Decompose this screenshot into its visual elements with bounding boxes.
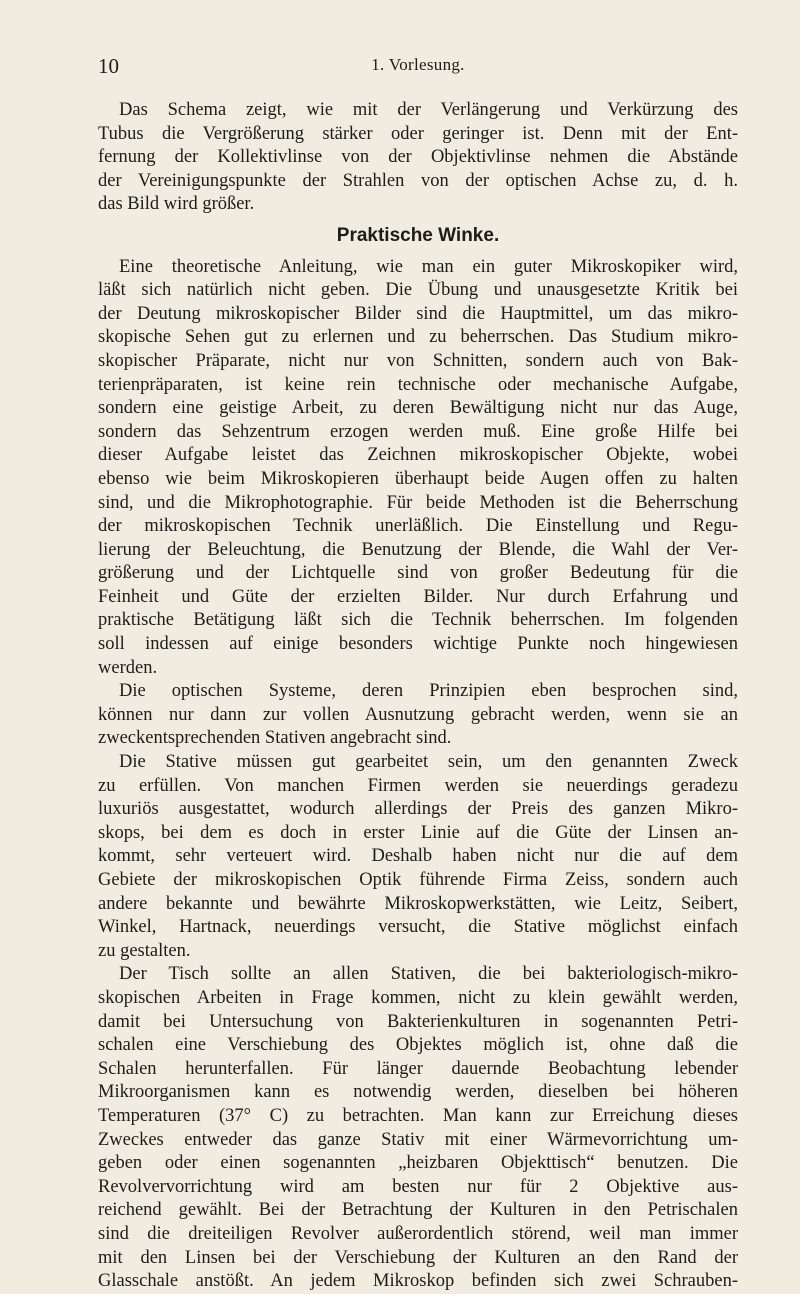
text-line: terienpräparaten, ist keine rein technische oder mechanische Aufgabe,: [98, 374, 738, 395]
text-line: Zweckes entweder das ganze Stativ mit einer Wärmevorrichtung um-: [98, 1129, 738, 1150]
text-line: Das Schema zeigt, wie mit der Verlängerung und Verkürzung des: [119, 100, 738, 120]
text-line: der Vereinigungspunkte der Strahlen von der optischen Achse zu, d. h.: [98, 170, 738, 191]
text-line: luxuriös ausgestattet, wodurch allerdings der Preis des ganzen Mikro-: [98, 799, 738, 820]
text-line: Schalen herunterfallen. Für länger dauernde Beobachtung lebender: [98, 1058, 738, 1079]
text-line: werden.: [98, 657, 158, 678]
running-title: 1. Vorlesung.: [371, 55, 465, 74]
page-number: 10: [98, 54, 119, 78]
text-line: praktische Betätigung läßt sich die Technik beherrschen. Im folgenden: [98, 610, 738, 631]
text-line: mit den Linsen bei der Verschiebung der Kulturen an den Rand der: [98, 1247, 738, 1268]
text-line: Mikroorganismen kann es notwendig werden, dieselben bei höheren: [98, 1082, 738, 1103]
text-line: skops, bei dem es doch in erster Linie auf die Güte der Linsen an-: [98, 822, 738, 843]
text-line: zu erfüllen. Von manchen Firmen werden sie neuerdings geradezu: [98, 775, 738, 796]
text-line: sind, und die Mikrophotographie. Für beide Methoden ist die Beherrschung: [98, 492, 738, 513]
text-line: ebenso wie beim Mikroskopieren überhaupt beide Augen offen zu halten: [98, 468, 738, 489]
text-line: sind die dreiteiligen Revolver außerordentlich störend, weil man immer: [98, 1223, 738, 1244]
text-line: der mikroskopischen Technik unerläßlich. Die Einstellung und Regu-: [98, 516, 738, 537]
text-line: andere bekannte und bewährte Mikroskopwerkstätten, wie Leitz, Seibert,: [98, 893, 738, 914]
text-line: geben oder einen sogenannten „heizbaren Objekttisch“ benutzen. Die: [98, 1153, 738, 1174]
text-line: Glasschale anstößt. An jedem Mikroskop befinden sich zwei Schrauben-: [98, 1271, 738, 1292]
text-line: Die Stative müssen gut gearbeitet sein, um den genannten Zweck: [119, 752, 738, 773]
text-line: skopische Sehen gut zu erlernen und zu beherrschen. Das Studium mikro-: [98, 327, 738, 348]
text-line: Winkel, Hartnack, neuerdings versucht, die Stative möglichst einfach: [98, 917, 738, 938]
text-line: dieser Aufgabe leistet das Zeichnen mikroskopischer Objekte, wobei: [98, 445, 738, 466]
text-line: zu gestalten.: [98, 940, 191, 961]
text-line: Temperaturen (37° C) zu betrachten. Man kann zur Erreichung dieses: [98, 1105, 738, 1126]
text-line: Die optischen Systeme, deren Prinzipien eben besprochen sind,: [119, 681, 738, 702]
section-heading: Praktische Winke.: [336, 224, 500, 246]
text-line: zweckentsprechenden Stativen angebracht sind.: [98, 728, 452, 749]
text-line: Gebiete der mikroskopischen Optik führende Firma Zeiss, sondern auch: [98, 870, 738, 890]
text-line: Der Tisch sollte an allen Stativen, die bei bakteriologisch-mikro-: [119, 964, 738, 985]
text-line: damit bei Untersuchung von Bakterienkulturen in sogenannten Petri-: [98, 1011, 738, 1032]
body-text: [98, 99, 738, 1294]
text-line: das Bild wird größer.: [98, 194, 255, 215]
text-line: Feinheit und Güte der erzielten Bilder. Nur durch Erfahrung und: [98, 586, 738, 607]
text-line: schalen eine Verschiebung des Objektes möglich ist, ohne daß die: [98, 1035, 738, 1056]
text-line: kommt, sehr verteuert wird. Deshalb haben nicht nur die auf dem: [98, 846, 738, 867]
text-line: soll indessen auf einige besonders wichtige Punkte noch hingewiesen: [98, 634, 738, 655]
text-line: können nur dann zur vollen Ausnutzung gebracht werden, wenn sie an: [98, 704, 738, 725]
text-line: Revolvervorrichtung wird am besten nur für 2 Objektive aus-: [98, 1176, 738, 1197]
text-line: reichend gewählt. Bei der Betrachtung der Kulturen in den Petrischalen: [98, 1200, 738, 1221]
text-line: sondern das Sehzentrum erzogen werden muß. Eine große Hilfe bei: [98, 421, 738, 442]
text-line: der Deutung mikroskopischer Bilder sind die Hauptmittel, um das mikro-: [98, 303, 738, 324]
text-line: Eine theoretische Anleitung, wie man ein guter Mikroskopiker wird,: [119, 256, 738, 277]
text-line: skopischen Arbeiten in Frage kommen, nicht zu klein gewählt werden,: [98, 987, 738, 1008]
text-line: Tubus die Vergrößerung stärker oder geringer ist. Denn mit der Ent-: [98, 123, 738, 144]
text-line: fernung der Kollektivlinse von der Objektivlinse nehmen die Abstände: [98, 147, 738, 168]
text-line: sondern eine geistige Arbeit, zu deren Bewältigung nicht nur das Auge,: [98, 398, 738, 419]
text-line: läßt sich natürlich nicht geben. Die Übung und unausgesetzte Kritik bei: [98, 280, 738, 301]
text-line: skopischer Präparate, nicht nur von Schnitten, sondern auch von Bak-: [98, 350, 738, 371]
text-line: lierung der Beleuchtung, die Benutzung der Blende, die Wahl der Ver-: [98, 539, 738, 560]
text-line: größerung und der Lichtquelle sind von großer Bedeutung für die: [98, 563, 738, 584]
running-head: [98, 54, 738, 84]
